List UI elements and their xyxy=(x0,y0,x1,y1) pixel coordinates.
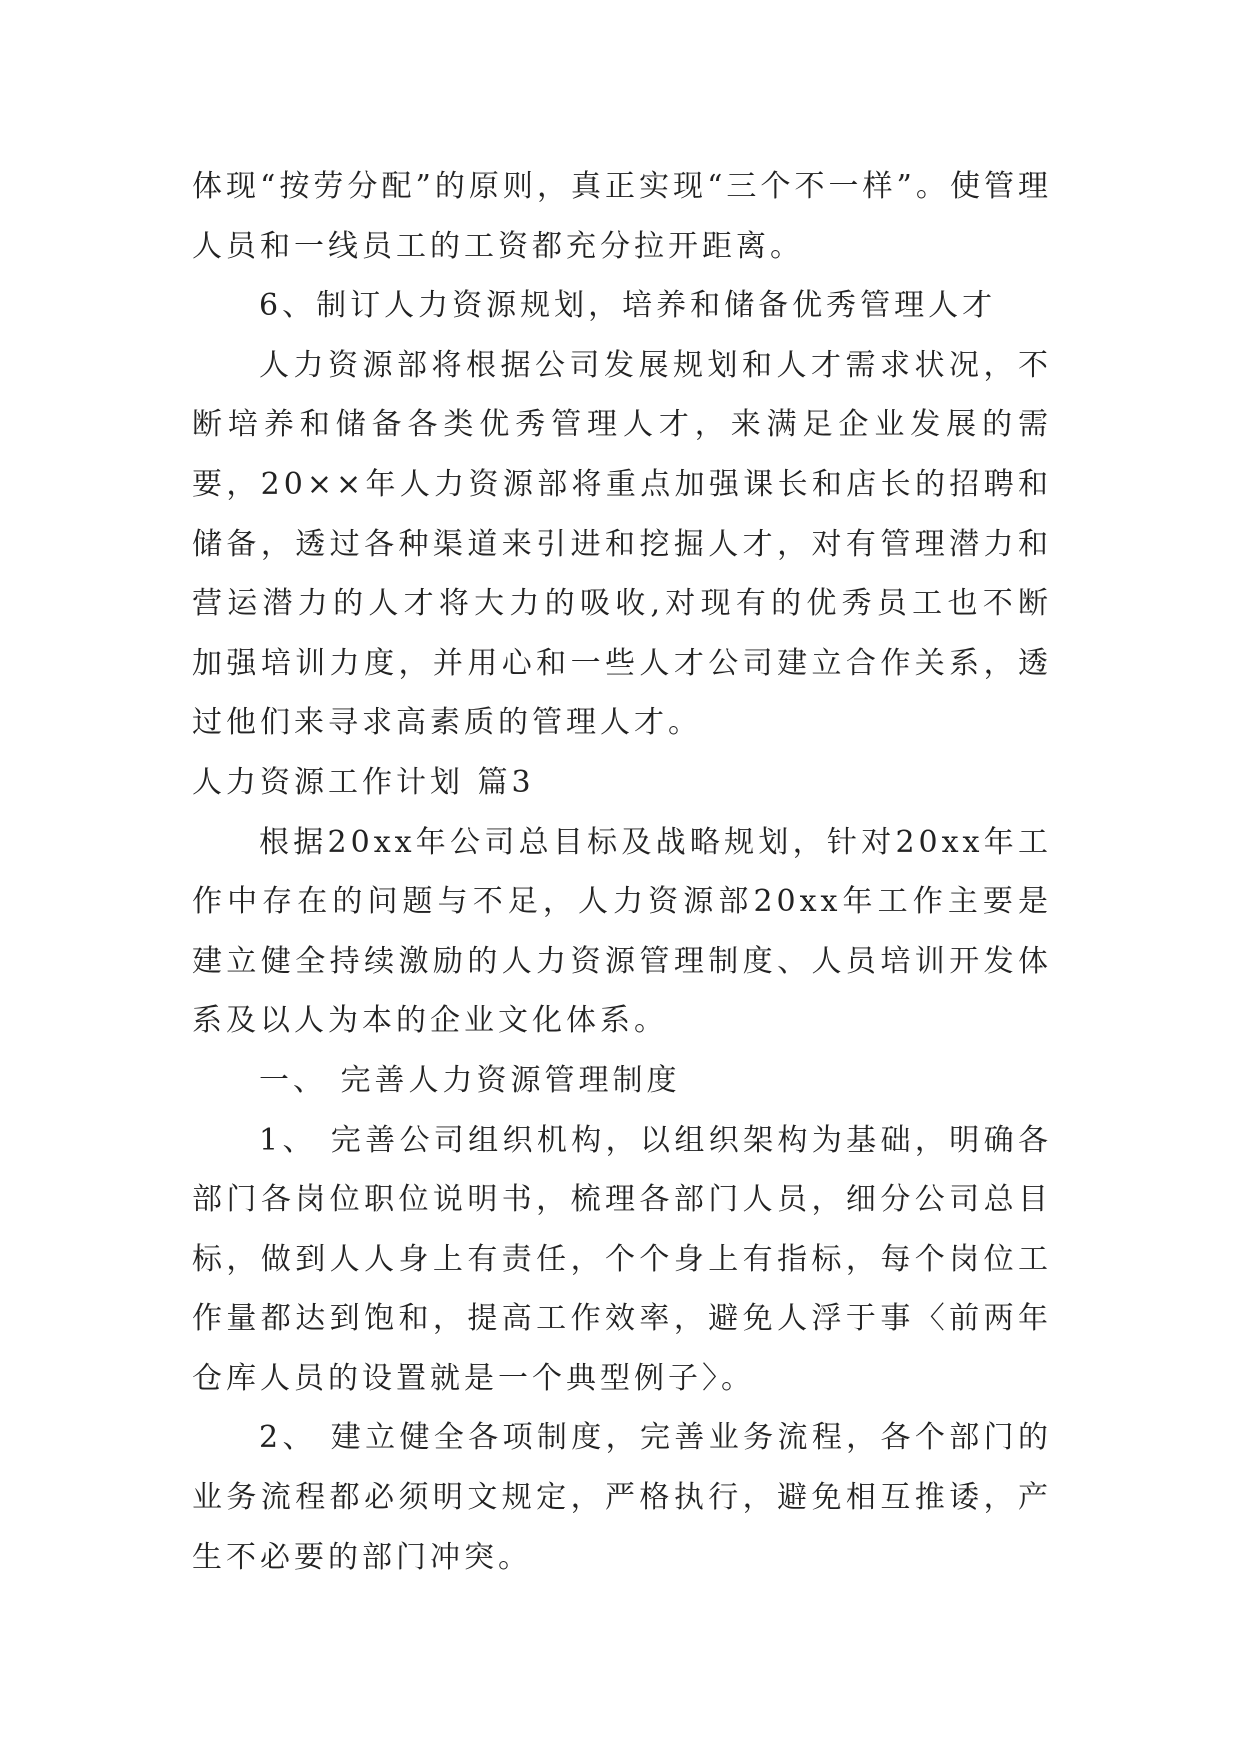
document-body xyxy=(192,157,1052,1587)
paragraph-salary-principle: 体现“按劳分配”的原则，真正实现“三个不一样”。使管理人员和一线员工的工资都充分拉开距离。 xyxy=(192,169,1052,264)
paragraph-point-2: 2、 建立健全各项制度，完善业务流程，各个部门的业务流程都必须明文规定，严格执行，避免相互推诿，产生不必要的部门冲突。 xyxy=(192,1420,1052,1575)
paragraph-item-6-title: 6、制订人力资源规划，培养和储备优秀管理人才 xyxy=(259,288,997,324)
paragraph-talent-reserve: 人力资源部将根据公司发展规划和人才需求状况，不断培养和储备各类优秀管理人才，来满足企业发展的需要，20××年人力资源部将重点加强课长和店长的招聘和储备，透过各种渠道来引进和挖掘人才，对有管理潜力和营运潜力的人才将大力的吸收,对现有的优秀员工也不断加强培训力度，并用心和一些人才公司建立合作关系，透过他们来寻求高素质的管理人才。 xyxy=(192,347,1052,741)
paragraph-point-1: 1、 完善公司组织机构，以组织架构为基础，明确各部门各岗位职位说明书，梳理各部门人员，细分公司总目标，做到人人身上有责任，个个身上有指标，每个岗位工作量都达到饱和，提高工作效率，避免人浮于事〈前两年仓库人员的设置就是一个典型例子〉。 xyxy=(192,1122,1052,1396)
paragraph-section-1-title: 一、 完善人力资源管理制度 xyxy=(259,1062,681,1098)
section-heading: 人力资源工作计划 篇3 xyxy=(192,764,535,800)
paragraph-overview: 根据20xx年公司总目标及战略规划，针对20xx年工作中存在的问题与不足，人力资源部20xx年工作主要是建立健全持续激励的人力资源管理制度、人员培训开发体系及以人为本的企业文化体系。 xyxy=(192,824,1052,1039)
